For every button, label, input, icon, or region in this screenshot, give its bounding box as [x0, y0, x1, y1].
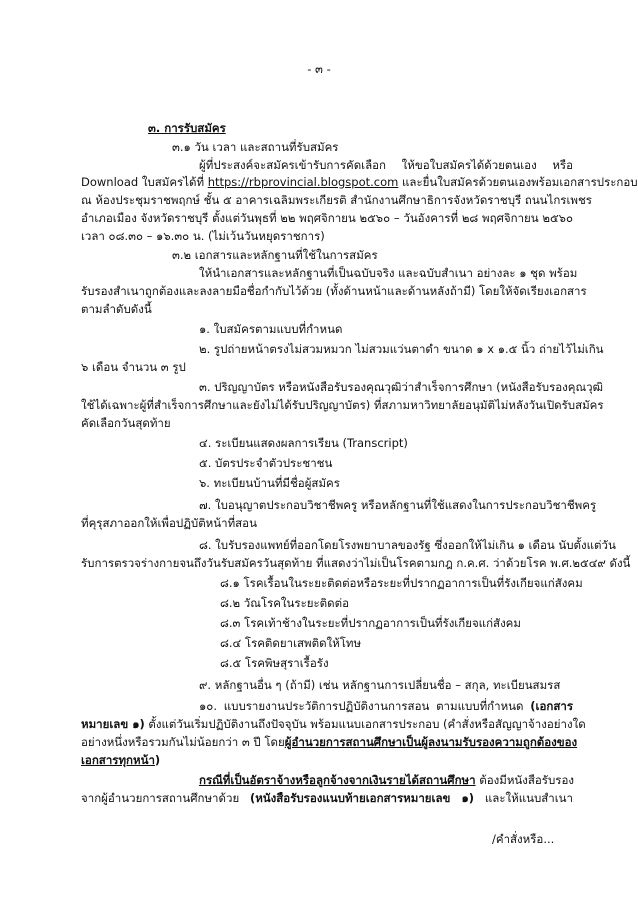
list-item-9: ๙. หลักฐานอื่น ๆ (ถ้ามี) เช่น หลักฐานการเปลี่ยนชื่อ – สกุล, ทะเบียนสมรส	[199, 678, 561, 692]
website-link[interactable]: https://rbprovincial.blogspot.com	[207, 175, 399, 189]
list-item-3-cont: คัดเลือกวันสุดท้าย	[81, 416, 171, 430]
continuation-marker: /คำสั่งหรือ...	[492, 832, 555, 846]
subsection-3-2-heading: ๓.๒ เอกสารและหลักฐานที่ใช้ในการสมัคร	[172, 248, 378, 262]
subsection-3-1-heading: ๓.๑ วัน เวลา และสถานที่รับสมัคร	[172, 140, 339, 154]
list-item-1: ๑. ใบสมัครตามแบบที่กำหนด	[199, 322, 343, 336]
disease-item: ๘.๑ โรคเรื้อนในระยะติดต่อหรือระยะที่ปรากฏอาการเป็นที่รังเกียจแก่สังคม	[220, 576, 583, 590]
list-item-10: ๑๐. แบบรายงานประวัติการปฏิบัติงานการสอน ตามแบบที่กำหนด (เอกสาร	[199, 699, 573, 713]
para-3-1-line: ณ ห้องประชุมราชพฤกษ์ ชั้น ๕ อาคารเฉลิมพระเกียรติ สำนักงานศึกษาธิการจังหวัดราชบุรี ถนนไกรเพชร	[81, 193, 592, 207]
para-3-1-line: ผู้ที่ประสงค์จะสมัครเข้ารับการคัดเลือก ให้ขอใบสมัครได้ด้วยตนเอง หรือ	[199, 158, 573, 172]
para-3-1-line: Download ใบสมัครได้ที่ https://rbprovincial.blogspot.com และยื่นใบสมัครด้วยตนเองพร้อมเอกสารประกอบ	[81, 175, 638, 189]
section-title: ๓. การรับสมัคร	[148, 121, 226, 135]
note-line: จากผู้อำนวยการสถานศึกษาด้วย (หนังสือรับรองแนบท้ายเอกสารหมายเลข ๑) และให้แนบสำเนา	[81, 791, 573, 805]
list-item-10-cont: อย่างหนึ่งหรือรวมกันไม่น้อยกว่า ๓ ปี โดยผู้อำนวยการสถานศึกษาเป็นผู้ลงนามรับรองความถูกต้องของ	[81, 735, 578, 749]
list-item-4: ๔. ระเบียนแสดงผลการเรียน (Transcript)	[199, 436, 408, 450]
disease-item: ๘.๕ โรคพิษสุราเรื้อรัง	[220, 656, 329, 670]
disease-item: ๘.๔ โรคติดยาเสพติดให้โทษ	[220, 636, 362, 650]
list-item-8: ๘. ใบรับรองแพทย์ที่ออกโดยโรงพยาบาลของรัฐ ซึ่งออกให้ไม่เกิน ๑ เดือน นับตั้งแต่วัน	[199, 538, 616, 552]
list-item-2-cont: ๖ เดือน จำนวน ๓ รูป	[81, 360, 186, 374]
para-3-1-line: เวลา ๐๘.๓๐ – ๑๖.๓๐ น. (ไม่เว้นวันหยุดราชการ)	[81, 229, 325, 243]
list-item-3-cont: ใช้ได้เฉพาะผู้ที่สำเร็จการศึกษาและยังไม่ได้รับปริญญาบัตร) ที่สภามหาวิทยาลัยอนุมัติไม่หลังวันเปิดรับสมัคร	[81, 398, 604, 412]
para-3-2-line: ตามลำดับดังนี้	[81, 302, 152, 316]
para-3-2-line: ให้นำเอกสารและหลักฐานที่เป็นฉบับจริง และฉบับสำเนา อย่างละ ๑ ชุด พร้อม	[199, 266, 578, 280]
list-item-7-cont: ที่คุรุสภาออกให้เพื่อปฏิบัติหน้าที่สอน	[81, 516, 257, 530]
page-number: - ๓ -	[307, 62, 331, 76]
note-line: กรณีที่เป็นอัตราจ้างหรือลูกจ้างจากเงินรายได้สถานศึกษา ต้องมีหนังสือรับรอง	[199, 773, 574, 787]
list-item-2: ๒. รูปถ่ายหน้าตรงไม่สวมหมวก ไม่สวมแว่นตาดำ ขนาด ๑ x ๑.๕ นิ้ว ถ่ายไว้ไม่เกิน	[199, 342, 604, 356]
list-item-6: ๖. ทะเบียนบ้านที่มีชื่อผู้สมัคร	[199, 476, 340, 490]
list-item-8-cont: รับการตรวจร่างกายจนถึงวันรับสมัครวันสุดท้าย ที่แสดงว่าไม่เป็นโรคตามกฎ ก.ค.ศ. ว่าด้วยโรค พ.ศ.๒๕๔๙ ดังนี้	[81, 556, 631, 570]
list-item-7: ๗. ใบอนุญาตประกอบวิชาชีพครู หรือหลักฐานที่ใช้แสดงในการประกอบวิชาชีพครู	[199, 498, 597, 512]
disease-item: ๘.๓ โรคเท้าช้างในระยะที่ปรากฏอาการเป็นที่รังเกียจแก่สังคม	[220, 616, 521, 630]
list-item-5: ๕. บัตรประจำตัวประชาชน	[199, 456, 333, 470]
list-item-10-cont: หมายเลข ๑) ตั้งแต่วันเริ่มปฏิบัติงานถึงปัจจุบัน พร้อมแนบเอกสารประกอบ (คำสั่งหรือสัญญาจ้างอย่างใด	[81, 717, 586, 731]
list-item-10-cont: เอกสารทุกหน้า)	[81, 753, 161, 767]
para-3-2-line: รับรองสำเนาถูกต้องและลงลายมือชื่อกำกับไว้ด้วย (ทั้งด้านหน้าและด้านหลังถ้ามี) โดยให้จัดเรียงเอกสาร	[81, 284, 587, 298]
list-item-3: ๓. ปริญญาบัตร หรือหนังสือรับรองคุณวุฒิว่าสำเร็จการศึกษา (หนังสือรับรองคุณวุฒิ	[199, 380, 603, 394]
disease-item: ๘.๒ วัณโรคในระยะติดต่อ	[220, 596, 349, 610]
para-3-1-line: อำเภอเมือง จังหวัดราชบุรี ตั้งแต่วันพุธที่ ๒๒ พฤศจิกายน ๒๕๖๐ – วันอังคารที่ ๒๘ พฤศจิกายน ๒๕๖๐	[81, 211, 573, 225]
